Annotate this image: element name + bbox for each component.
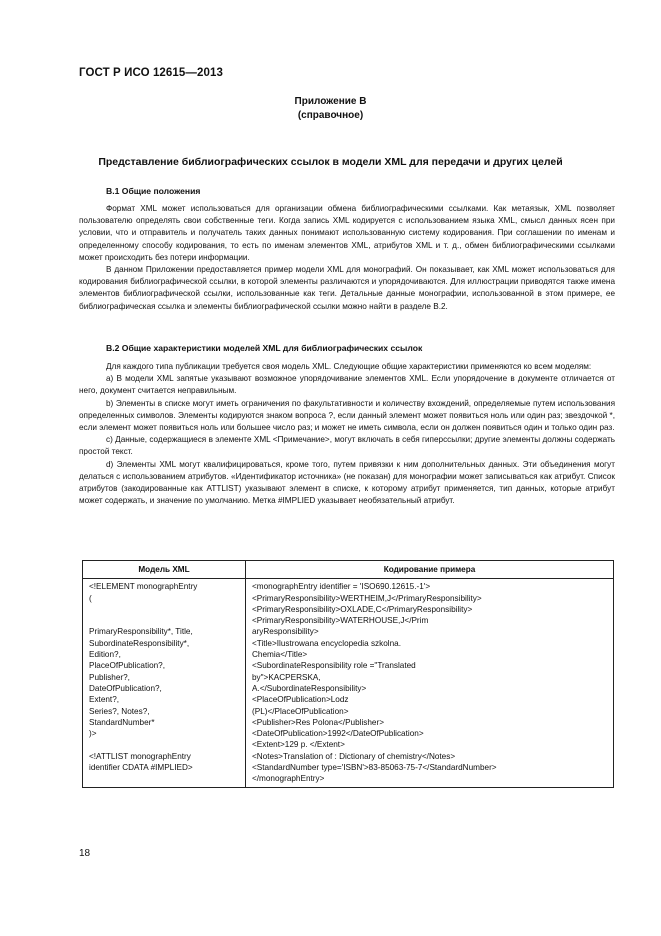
code-line: <StandardNumber type='ISBN'>83-85063-75-7</StandardNumber> <box>252 763 497 773</box>
code-line: aryResponsibility> <box>252 627 319 637</box>
code-line <box>89 615 239 626</box>
code-line: StandardNumber* <box>89 717 155 727</box>
code-line: PrimaryResponsibility*, Title, <box>89 627 193 637</box>
table-header-row <box>83 561 614 579</box>
code-line: )> <box>89 729 97 739</box>
code-line: <!ATTLIST monographEntry <box>89 751 191 761</box>
code-line: by">KACPERSKA, <box>252 672 321 682</box>
code-line: <Notes>Translation of : Dictionary of chemistry</Notes> <box>252 751 456 761</box>
code-line: Series?, Notes?, <box>89 706 150 716</box>
paragraph: В данном Приложении предоставляется пример модели XML для монографий. Он показывает, как XML может использоваться для кодирования библиографической ссылки, в которой элементы различаются и упорядочиваются. Для иллюстрации приводятся также имена элементов библиографической ссылки, использованные как теги. Детальные данные монографии, использованной в этом примере, ее библиографическая ссылка и элементы библиографической ссылки можно найти в разделе В.2. <box>79 265 615 311</box>
annex-label <box>0 95 661 123</box>
code-line: <SubordinateResponsibility role ="Translated <box>252 661 416 671</box>
page-number: 18 <box>79 848 91 859</box>
code-line: A.</SubordinateResponsibility> <box>252 683 367 693</box>
code-line: <monographEntry identifier = 'ISO690.12615.-1'> <box>252 582 431 592</box>
code-line: SubordinateResponsibility*, <box>89 638 190 648</box>
list-item: а) В модели XML запятые указывают возможное упорядочивание элементов XML. Если упорядочение в документе отличается от него, документ считается неправильным. <box>79 374 615 396</box>
code-line: <PrimaryResponsibility>WATERHOUSE,J</Prim <box>252 616 429 626</box>
annex-subtitle: (справочное) <box>297 110 364 121</box>
section-b2-body <box>79 361 615 507</box>
xml-model-cell <box>83 579 246 787</box>
subsection-title-b2: В.2 Общие характеристики моделей XML для библиографических ссылок <box>106 343 423 353</box>
code-line: <!ELEMENT monographEntry <box>89 582 198 592</box>
table-row <box>83 579 614 787</box>
code-line: <DateOfPublication>1992</DateOfPublication> <box>252 729 424 739</box>
example-encoding-cell <box>246 579 614 787</box>
code-line: </monographEntry> <box>252 774 325 784</box>
code-line: (PL)</PlaceOfPublication> <box>252 706 349 716</box>
paragraph: Формат XML может использоваться для организации обмена библиографическими ссылками. Как метаязык, XML позволяет пользователю определять свои собственные теги. Когда запись XML кодируется с использованием языка XML, смысл данных ясен при условии, что и отправитель и получатель таких данных понимают использованную систему кодирования. При соглашении по именам и определенному способу кодирования, то есть по именам элементов XML, атрибутов XML и т. д., обмен библиографическими ссылками может происходить без потери информации. <box>79 204 615 262</box>
document-code: ГОСТ Р ИСО 12615—2013 <box>79 67 224 79</box>
list-item: d) Элементы XML могут квалифицироваться, кроме того, путем привязки к ним дополнительных данных. Эти объединения могут делаться с использованием атрибутов. «Идентификатор источника» (не показан) для монографии может записываться как атрибут. Список атрибутов (закодированные как ATTLIST) указывают элемент в списке, к которому атрибут применяется, тип данных, которые атрибут может содержать, и значение по умолчанию. Метка #IMPLIED указывает необязательный атрибут. <box>79 459 615 506</box>
code-line: <Publisher>Res Polona</Publisher> <box>252 717 384 727</box>
code-line <box>89 604 239 615</box>
code-line: Edition?, <box>89 650 121 660</box>
code-line: PlaceOfPublication?, <box>89 661 166 671</box>
section-b1-body <box>79 203 615 313</box>
code-line: DateOfPublication?, <box>89 683 162 693</box>
paragraph: Для каждого типа публикации требуется своя модель XML. Следующие общие характеристики применяются ко всем моделям: <box>106 362 592 371</box>
code-line: <Title>Ilustrowana encyclopedia szkolna. <box>252 638 401 648</box>
subsection-title-b1: В.1 Общие положения <box>106 186 201 196</box>
code-line <box>89 739 239 750</box>
code-line: Extent?, <box>89 695 120 705</box>
list-item: с) Данные, содержащиеся в элементе XML <Примечание>, могут включать в себя гиперссылки; другие элементы должны содержать простой текст. <box>79 435 615 457</box>
code-line: ( <box>89 593 92 603</box>
code-line: <Extent>129 p. </Extent> <box>252 740 345 750</box>
column-header-model: Модель XML <box>83 561 246 579</box>
section-title: Представление библиографических ссылок в модели XML для передачи и других целей <box>98 156 563 168</box>
code-line: Chemia</Title> <box>252 650 308 660</box>
column-header-encoding: Кодирование примера <box>246 561 614 579</box>
code-line: <PlaceOfPublication>Lodz <box>252 695 349 705</box>
code-line: identifier CDATA #IMPLIED> <box>89 763 193 773</box>
code-line: Publisher?, <box>89 672 130 682</box>
annex-title: Приложение В <box>294 96 367 107</box>
list-item: b) Элементы в списке могут иметь ограничения по факультативности и количеству вхождений, определяемые путем использования определенных символов. Элементы кодируются знаком вопроса ?, если данный элемент может появиться ноль или один раз; звездочкой *, если элемент может появиться ноль или большее число раз; и может не иметь символа, если он должен появиться один и только один раз. <box>79 398 615 433</box>
code-line: <PrimaryResponsibility>OXLADE,C</PrimaryResponsibility> <box>252 604 473 614</box>
code-line: <PrimaryResponsibility>WERTHEIM,J</PrimaryResponsibility> <box>252 593 482 603</box>
xml-model-table <box>82 560 614 788</box>
